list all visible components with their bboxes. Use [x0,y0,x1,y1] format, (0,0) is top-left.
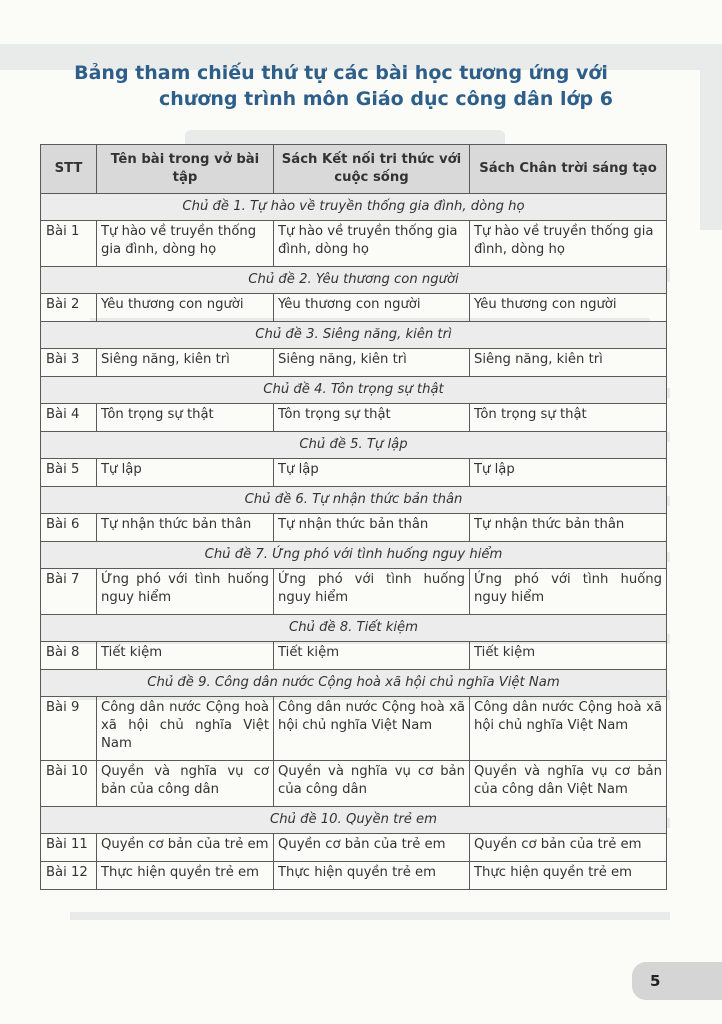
cell-knowledge: Quyền cơ bản của trẻ em [274,834,470,862]
page-number: 5 [650,972,661,990]
topic-label: Chủ đề 10. Quyền trẻ em [41,807,667,834]
cell-lesson: Tôn trọng sự thật [97,404,274,432]
cell-knowledge: Tự hào về truyền thống gia đình, dòng họ [274,221,470,267]
cell-lesson: Công dân nước Cộng hoà xã hội chủ nghĩa Việt Nam [97,697,274,761]
cell-stt: Bài 11 [41,834,97,862]
header-knowledge-book: Sách Kết nối tri thức với cuộc sống [274,145,470,194]
cell-creative: Tự nhận thức bản thân [470,514,667,542]
topic-label: Chủ đề 8. Tiết kiệm [41,615,667,642]
cell-creative: Công dân nước Cộng hoà xã hội chủ nghĩa Việt Nam [470,697,667,761]
cell-stt: Bài 10 [41,761,97,807]
topic-label: Chủ đề 4. Tôn trọng sự thật [41,377,667,404]
cell-knowledge: Siêng năng, kiên trì [274,349,470,377]
topic-row [41,807,667,834]
table-row [41,514,667,542]
cell-stt: Bài 6 [41,514,97,542]
cell-stt: Bài 5 [41,459,97,487]
topic-row [41,670,667,697]
page-title [40,60,682,112]
reference-table [40,144,667,890]
table-row [41,862,667,890]
cell-creative: Tôn trọng sự thật [470,404,667,432]
topic-label: Chủ đề 7. Ứng phó với tình huống nguy hiểm [41,542,667,569]
cell-lesson: Siêng năng, kiên trì [97,349,274,377]
cell-creative: Siêng năng, kiên trì [470,349,667,377]
topic-label: Chủ đề 9. Công dân nước Cộng hoà xã hội chủ nghĩa Việt Nam [41,670,667,697]
header-creative-book: Sách Chân trời sáng tạo [470,145,667,194]
topic-row [41,194,667,221]
table-row [41,294,667,322]
cell-lesson: Ứng phó với tình huống nguy hiểm [97,569,274,615]
cell-knowledge: Quyền và nghĩa vụ cơ bản của công dân [274,761,470,807]
topic-label: Chủ đề 5. Tự lập [41,432,667,459]
table-row [41,642,667,670]
cell-creative: Tự lập [470,459,667,487]
cell-creative: Tự hào về truyền thống gia đình, dòng họ [470,221,667,267]
topic-row [41,615,667,642]
header-lesson-name: Tên bài trong vở bài tập [97,145,274,194]
cell-creative: Quyền và nghĩa vụ cơ bản của công dân Việt Nam [470,761,667,807]
cell-stt: Bài 12 [41,862,97,890]
cell-creative: Yêu thương con người [470,294,667,322]
cell-knowledge: Tôn trọng sự thật [274,404,470,432]
topic-label: Chủ đề 2. Yêu thương con người [41,267,667,294]
table-row [41,697,667,761]
topic-label: Chủ đề 6. Tự nhận thức bản thân [41,487,667,514]
cell-stt: Bài 7 [41,569,97,615]
cell-creative: Quyền cơ bản của trẻ em [470,834,667,862]
cell-stt: Bài 4 [41,404,97,432]
table-row [41,404,667,432]
topic-row [41,542,667,569]
cell-stt: Bài 1 [41,221,97,267]
cell-creative: Thực hiện quyền trẻ em [470,862,667,890]
topic-row [41,377,667,404]
cell-stt: Bài 9 [41,697,97,761]
cell-knowledge: Ứng phó với tình huống nguy hiểm [274,569,470,615]
page-number-tab [632,962,722,1000]
table-row [41,349,667,377]
cell-stt: Bài 3 [41,349,97,377]
cell-knowledge: Tự lập [274,459,470,487]
cell-lesson: Quyền và nghĩa vụ cơ bản của công dân [97,761,274,807]
cell-knowledge: Yêu thương con người [274,294,470,322]
cell-lesson: Quyền cơ bản của trẻ em [97,834,274,862]
title-line-1: Bảng tham chiếu thứ tự các bài học tương ứng với [74,62,608,84]
header-stt: STT [41,145,97,194]
topic-label: Chủ đề 1. Tự hào về truyền thống gia đình, dòng họ [41,194,667,221]
cell-knowledge: Tiết kiệm [274,642,470,670]
cell-stt: Bài 2 [41,294,97,322]
cell-stt: Bài 8 [41,642,97,670]
title-line-2: chương trình môn Giáo dục công dân lớp 6 [159,88,613,110]
cell-lesson: Tiết kiệm [97,642,274,670]
cell-lesson: Tự hào về truyền thống gia đình, dòng họ [97,221,274,267]
cell-knowledge: Thực hiện quyền trẻ em [274,862,470,890]
topic-row [41,322,667,349]
topic-row [41,432,667,459]
cell-lesson: Thực hiện quyền trẻ em [97,862,274,890]
topic-row [41,267,667,294]
table-row [41,221,667,267]
cell-knowledge: Công dân nước Cộng hoà xã hội chủ nghĩa Việt Nam [274,697,470,761]
cell-lesson: Tự nhận thức bản thân [97,514,274,542]
table-row [41,761,667,807]
cell-creative: Tiết kiệm [470,642,667,670]
table-row [41,569,667,615]
topic-row [41,487,667,514]
table-row [41,459,667,487]
cell-lesson: Tự lập [97,459,274,487]
topic-label: Chủ đề 3. Siêng năng, kiên trì [41,322,667,349]
table-row [41,834,667,862]
cell-creative: Ứng phó với tình huống nguy hiểm [470,569,667,615]
cell-knowledge: Tự nhận thức bản thân [274,514,470,542]
cell-lesson: Yêu thương con người [97,294,274,322]
table-header [41,145,667,194]
